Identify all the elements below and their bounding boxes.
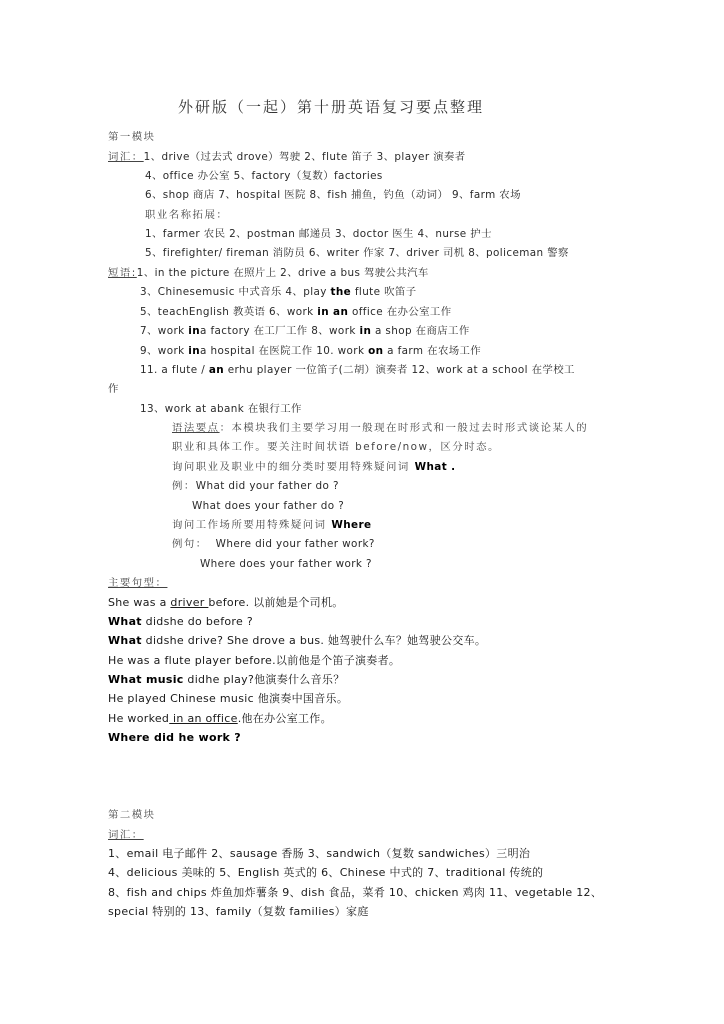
sentence-7: He worked in an office.他在办公室工作。	[108, 712, 332, 725]
module-2-heading: 第二模块	[108, 809, 156, 821]
occupation-subheading: 职业名称拓展：	[145, 209, 229, 221]
grammar-line-2: 职业和具体工作。要关注时间状语 before/now，区分时态。	[172, 441, 500, 453]
vocab-line-1: 词汇：1、drive（过去式 drove）驾驶 2、flute 笛子 3、player 演奏者	[108, 151, 466, 163]
phrase-line-2: 3、Chinesemusic 中式音乐 4、play the flute 吹笛子	[140, 286, 417, 298]
sentence-5: What music didhe play?他演奏什么音乐？	[108, 673, 345, 686]
sentence-2: What didshe do before ?	[108, 615, 253, 628]
sentences-label: 主要句型：	[108, 577, 168, 589]
grammar-example-4: Where does your father work ?	[200, 558, 372, 570]
grammar-example-3: 例句： Where did your father work?	[172, 538, 375, 550]
sentence-4: He was a flute player before.以前他是个笛子演奏者。	[108, 654, 401, 667]
vocab-line-3: 6、shop 商店 7、hospital 医院 8、fish 捕鱼，钓鱼（动词） 9、farm 农场	[145, 189, 521, 201]
phrase-line-6-wrap: 作	[108, 383, 119, 395]
phrase-line-1: 短语:1、in the picture 在照片上 2、drive a bus 驾驶公共汽车	[108, 267, 429, 279]
sentence-6: He played Chinese music 他演奏中国音乐。	[108, 692, 349, 705]
module-2-line-3: 8、fish and chips 炸鱼加炸薯条 9、dish 食品，菜肴 10、chicken 鸡肉 11、vegetable 12、	[108, 886, 603, 899]
grammar-line-1: 语法要点：本模块我们主要学习用一般现在时形式和一般过去时形式谈论某人的	[172, 422, 589, 434]
module-2-line-4: special 特别的 13、family（复数 families）家庭	[108, 905, 369, 918]
phrase-line-6: 11. a flute / an erhu player 一位笛子(二胡）演奏者 12、work at a school 在学校工	[140, 364, 575, 376]
grammar-example-1: 例：What did your father do ?	[172, 480, 339, 492]
sentence-3: What didshe drive? She drove a bus. 她驾驶什么车？她驾驶公交车。	[108, 634, 487, 647]
vocab-line-2: 4、office 办公室 5、factory（复数）factories	[145, 170, 383, 182]
sentence-8: Where did he work ?	[108, 731, 241, 744]
vocab-label: 词汇：	[108, 151, 144, 163]
module-2-line-1: 1、email 电子邮件 2、sausage 香肠 3、sandwich（复数 sandwiches）三明治	[108, 847, 531, 860]
grammar-where-note: 询问工作场所要用特殊疑问词 Where	[172, 519, 372, 531]
module-2-line-2: 4、delicious 美味的 5、English 英式的 6、Chinese 中式的 7、traditional 传统的	[108, 866, 544, 879]
vocab-line-5: 1、farmer 农民 2、postman 邮递员 3、doctor 医生 4、nurse 护士	[145, 228, 492, 240]
vocab-line-6: 5、firefighter/ fireman 消防员 6、writer 作家 7、driver 司机 8、policeman 警察	[145, 247, 569, 259]
phrase-line-3: 5、teachEnglish 教英语 6、work in an office 在办公室工作	[140, 306, 452, 318]
phrase-label: 短语:	[108, 267, 137, 279]
phrase-line-5: 9、work ina hospital 在医院工作 10. work on a farm 在农场工作	[140, 345, 482, 357]
module-1-heading: 第一模块	[108, 131, 156, 143]
grammar-example-2: What does your father do ?	[192, 500, 345, 512]
grammar-label: 语法要点	[172, 422, 220, 434]
sentence-1: She was a driver before. 以前她是个司机。	[108, 596, 344, 609]
phrase-line-4: 7、work ina factory 在工厂工作 8、work in a shop 在商店工作	[140, 325, 470, 337]
document-title: 外研版（一起）第十册英语复习要点整理	[178, 98, 485, 116]
module-2-vocab-label: 词汇：	[108, 829, 144, 841]
phrase-line-7: 13、work at abank 在银行工作	[140, 403, 302, 415]
grammar-what-note: 询问职业及职业中的细分类时要用特殊疑问词 What .	[172, 461, 456, 473]
